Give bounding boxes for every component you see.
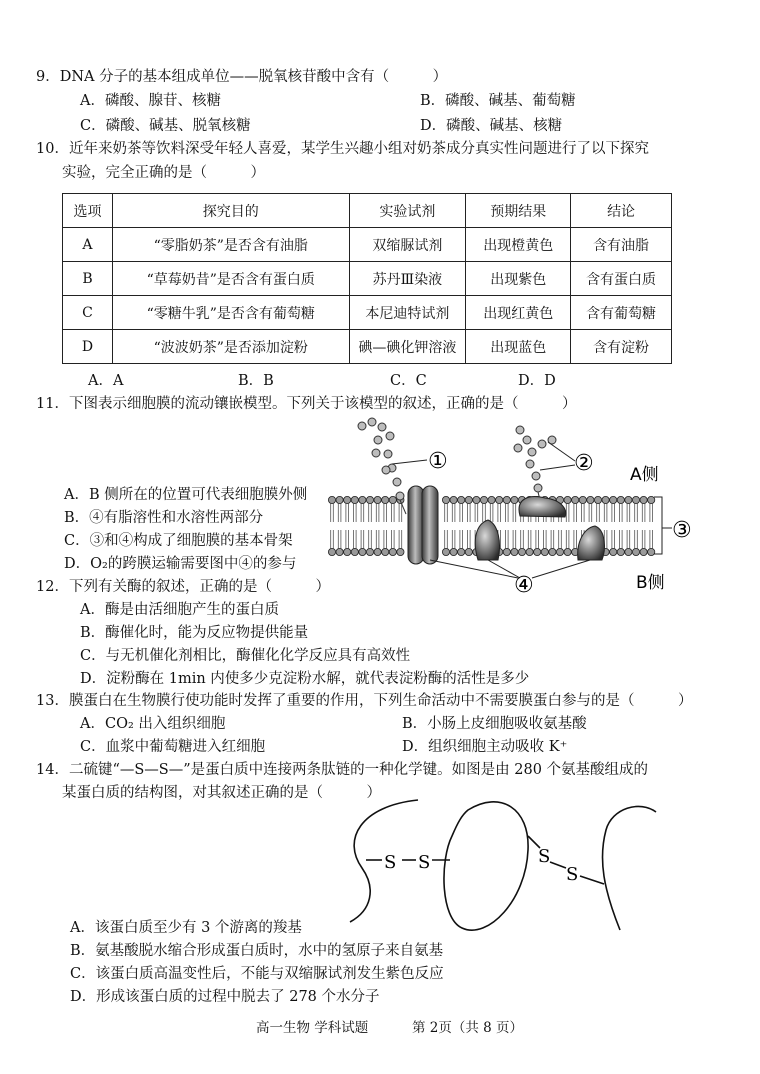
q13-option-a: A．CO₂ 出入组织细胞 xyxy=(80,716,226,732)
table-cell: 含有油脂 xyxy=(571,228,672,262)
table-cell: “零脂奶茶”是否含有油脂 xyxy=(112,228,349,262)
q10-stem-line2: 实验，完全正确的是（ ） xyxy=(62,165,265,181)
fig-label-4: ④ xyxy=(514,573,534,598)
footer-page-number: 第 2页（共 8 页） xyxy=(412,1020,524,1036)
table-cell: 出现红黄色 xyxy=(466,296,571,330)
table-cell: B xyxy=(63,262,113,296)
q12-option-a: A．酶是由活细胞产生的蛋白质 xyxy=(80,602,279,618)
q11-option-b: B．④有脂溶性和水溶性两部分 xyxy=(64,510,264,526)
q9-stem: 9．DNA 分子的基本组成单位——脱氧核苷酸中含有（ ） xyxy=(36,69,448,85)
table-cell: 出现橙黄色 xyxy=(466,228,571,262)
q13-stem: 13．膜蛋白在生物膜行使功能时发挥了重要的作用，下列生命活动中不需要膜蛋白参与的是（ ） xyxy=(36,693,693,709)
q11-stem: 11．下图表示细胞膜的流动镶嵌模型。下列关于该模型的叙述，正确的是（ ） xyxy=(36,396,577,412)
q11-option-c: C．③和④构成了细胞膜的基本骨架 xyxy=(64,533,293,549)
table-header: 实验试剂 xyxy=(349,194,466,228)
q14-option-d: D．形成该蛋白质的过程中脱去了 278 个水分子 xyxy=(70,989,380,1005)
table-cell: C xyxy=(63,296,113,330)
table-cell: 含有蛋白质 xyxy=(571,262,672,296)
q14-option-a: A．该蛋白质至少有 3 个游离的羧基 xyxy=(70,920,302,936)
fig-label-1: ① xyxy=(428,449,448,474)
q10-option-d: D．D xyxy=(518,373,556,389)
fig-side-a: A侧 xyxy=(630,465,659,485)
q11-option-d: D．O₂的跨膜运输需要图中④的参与 xyxy=(64,556,297,572)
sulfur-label: S xyxy=(384,852,397,873)
q9-option-c: C．磷酸、碱基、脱氧核糖 xyxy=(80,118,251,134)
q12-option-d: D．淀粉酶在 1min 内使多少克淀粉水解，就代表淀粉酶的活性是多少 xyxy=(80,671,530,687)
table-header: 结论 xyxy=(571,194,672,228)
q13-option-b: B．小肠上皮细胞吸收氨基酸 xyxy=(402,716,587,732)
table-cell: 出现紫色 xyxy=(466,262,571,296)
q10-option-b: B．B xyxy=(238,373,274,389)
q14-stem-line2: 某蛋白质的结构图，对其叙述正确的是（ ） xyxy=(62,785,381,801)
table-cell: 双缩脲试剂 xyxy=(349,228,466,262)
peptide-chain-3 xyxy=(602,806,656,930)
q9-option-d: D．磷酸、碱基、核糖 xyxy=(420,118,563,134)
sulfur-label: S xyxy=(566,864,579,885)
table-cell: 本尼迪特试剂 xyxy=(349,296,466,330)
table-cell: D xyxy=(63,330,113,364)
q10-stem-line1: 10．近年来奶茶等饮料深受年轻人喜爱，某学生兴趣小组对奶茶成分真实性问题进行了以下探究 xyxy=(36,141,649,157)
table-cell: “草莓奶昔”是否含有蛋白质 xyxy=(112,262,349,296)
q13-option-c: C．血浆中葡萄糖进入红细胞 xyxy=(80,739,266,755)
q9-option-b: B．磷酸、碱基、葡萄糖 xyxy=(420,93,576,109)
table-cell: 含有淀粉 xyxy=(571,330,672,364)
peptide-chain-2 xyxy=(444,802,528,930)
q9-option-a: A．磷酸、腺苷、核糖 xyxy=(80,93,221,109)
table-cell: “波波奶茶”是否添加淀粉 xyxy=(112,330,349,364)
footer-subject: 高一生物 学科试题 xyxy=(256,1020,369,1036)
table-cell: 出现蓝色 xyxy=(466,330,571,364)
table-header: 预期结果 xyxy=(466,194,571,228)
q10-option-c: C．C xyxy=(390,373,427,389)
q14-option-c: C．该蛋白质高温变性后，不能与双缩脲试剂发生紫色反应 xyxy=(70,966,444,982)
table-header: 探究目的 xyxy=(112,194,349,228)
fig-side-b: B侧 xyxy=(636,573,665,593)
fig-label-3: ③ xyxy=(672,518,692,543)
table-cell: 含有葡萄糖 xyxy=(571,296,672,330)
sulfur-label: S xyxy=(538,846,551,867)
q11-option-a: A．B 侧所在的位置可代表细胞膜外侧 xyxy=(64,487,308,503)
q12-stem: 12．下列有关酶的叙述，正确的是（ ） xyxy=(36,579,330,595)
table-cell: 碘—碘化钾溶液 xyxy=(349,330,466,364)
fig-label-2: ② xyxy=(574,451,594,476)
table-cell: “零糖牛乳”是否含有葡萄糖 xyxy=(112,296,349,330)
sulfur-label: S xyxy=(418,852,431,873)
table-cell: 苏丹Ⅲ染液 xyxy=(349,262,466,296)
table-header: 选项 xyxy=(63,194,113,228)
q13-option-d: D．组织细胞主动吸收 K⁺ xyxy=(402,739,568,755)
q12-option-c: C．与无机催化剂相比，酶催化化学反应具有高效性 xyxy=(80,648,411,664)
q10-option-a: A．A xyxy=(88,373,124,389)
q14-option-b: B．氨基酸脱水缩合形成蛋白质时，水中的氢原子来自氨基 xyxy=(70,943,444,959)
table-cell: A xyxy=(63,228,113,262)
q14-stem-line1: 14．二硫键“—S—S—”是蛋白质中连接两条肽链的一种化学键。如图是由 280 个氨基酸组成的 xyxy=(36,762,649,778)
q12-option-b: B．酶催化时，能为反应物提供能量 xyxy=(80,625,309,641)
